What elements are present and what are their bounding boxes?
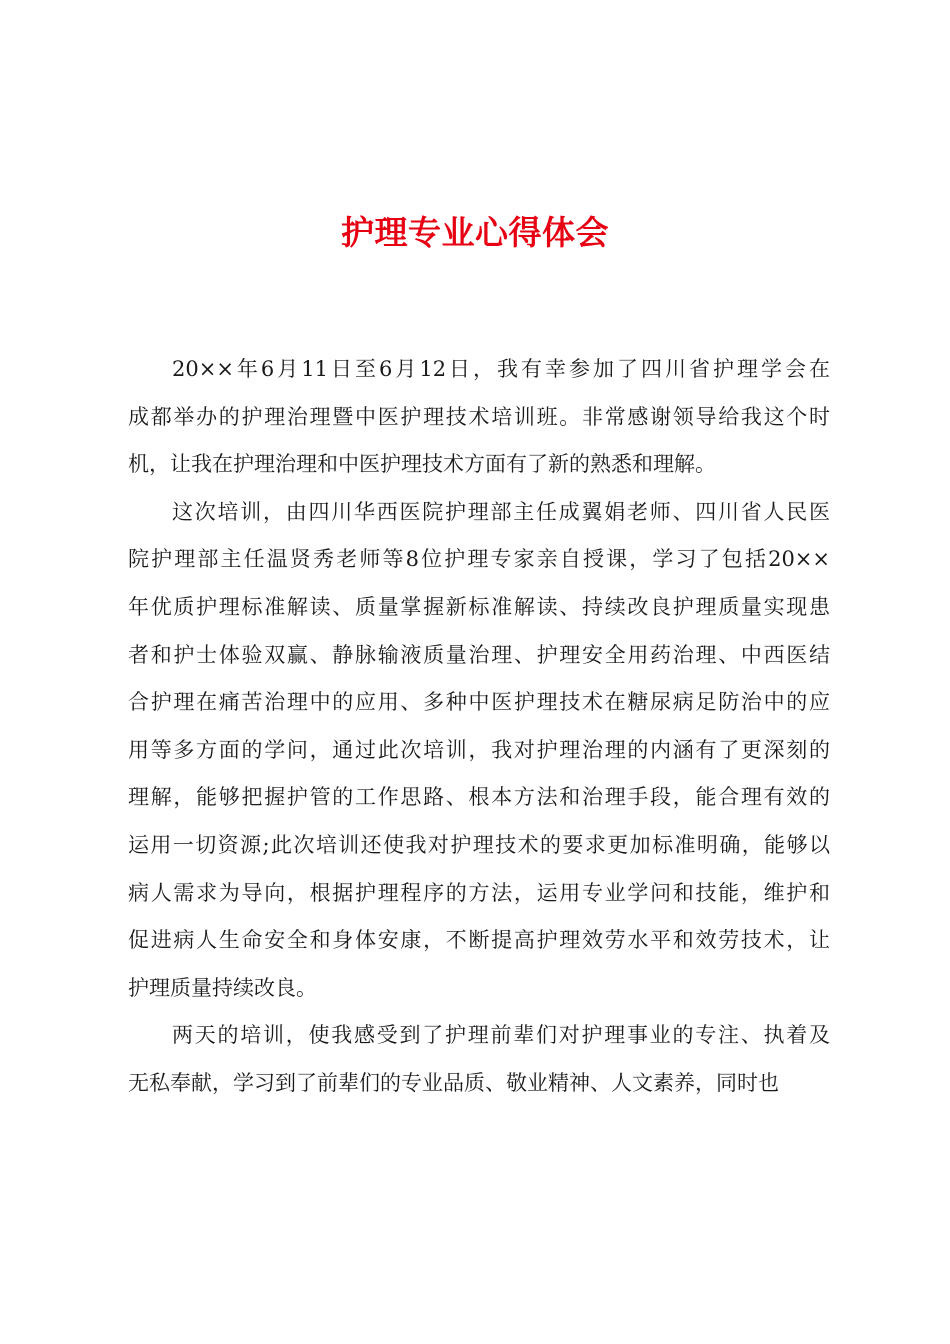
text-line: 理解，能够把握护管的工作思路、根本方法和治理手段，能合理有效的	[128, 785, 830, 810]
paragraph	[128, 1012, 830, 1107]
text-line: 院护理部主任温贤秀老师等8位护理专家亲自授课，学习了包括20××	[128, 547, 830, 572]
text-line: 年优质护理标准解读、质量掌握新标准解读、持续改良护理质量实现患	[128, 594, 830, 619]
text-line: 运用一切资源;此次培训还使我对护理技术的要求更加标准明确，能够以	[128, 832, 830, 857]
text-line: 两天的培训，使我感受到了护理前辈们对护理事业的专注、执着及	[172, 1023, 830, 1048]
text-line: 合护理在痛苦治理中的应用、多种中医护理技术在糖尿病足防治中的应	[128, 690, 830, 715]
paragraph	[128, 489, 830, 1013]
text-line: 20××年6月11日至6月12日，我有幸参加了四川省护理学会在	[172, 357, 830, 381]
document-title: 护理专业心得体会	[341, 213, 609, 252]
paragraph	[128, 346, 830, 489]
text-line: 无私奉献，学习到了前辈们的专业品质、敬业精神、人文素养，同时也	[128, 1070, 779, 1095]
text-line: 护理质量持续改良。	[128, 975, 317, 1000]
text-line: 用等多方面的学问，通过此次培训，我对护理治理的内涵有了更深刻的	[128, 737, 830, 762]
text-line: 成都举办的护理治理暨中医护理技术培训班。非常感谢领导给我这个时	[128, 404, 830, 429]
text-line: 者和护士体验双赢、静脉输液质量治理、护理安全用药治理、中西医结	[128, 642, 830, 667]
text-line: 病人需求为导向，根据护理程序的方法，运用专业学问和技能，维护和	[128, 880, 830, 905]
text-line: 促进病人生命安全和身体安康，不断提高护理效劳水平和效劳技术，让	[128, 928, 830, 953]
document-body	[128, 346, 830, 1108]
text-line: 机，让我在护理治理和中医护理技术方面有了新的熟悉和理解。	[128, 452, 716, 477]
text-line: 这次培训，由四川华西医院护理部主任成翼娟老师、四川省人民医	[172, 499, 830, 524]
